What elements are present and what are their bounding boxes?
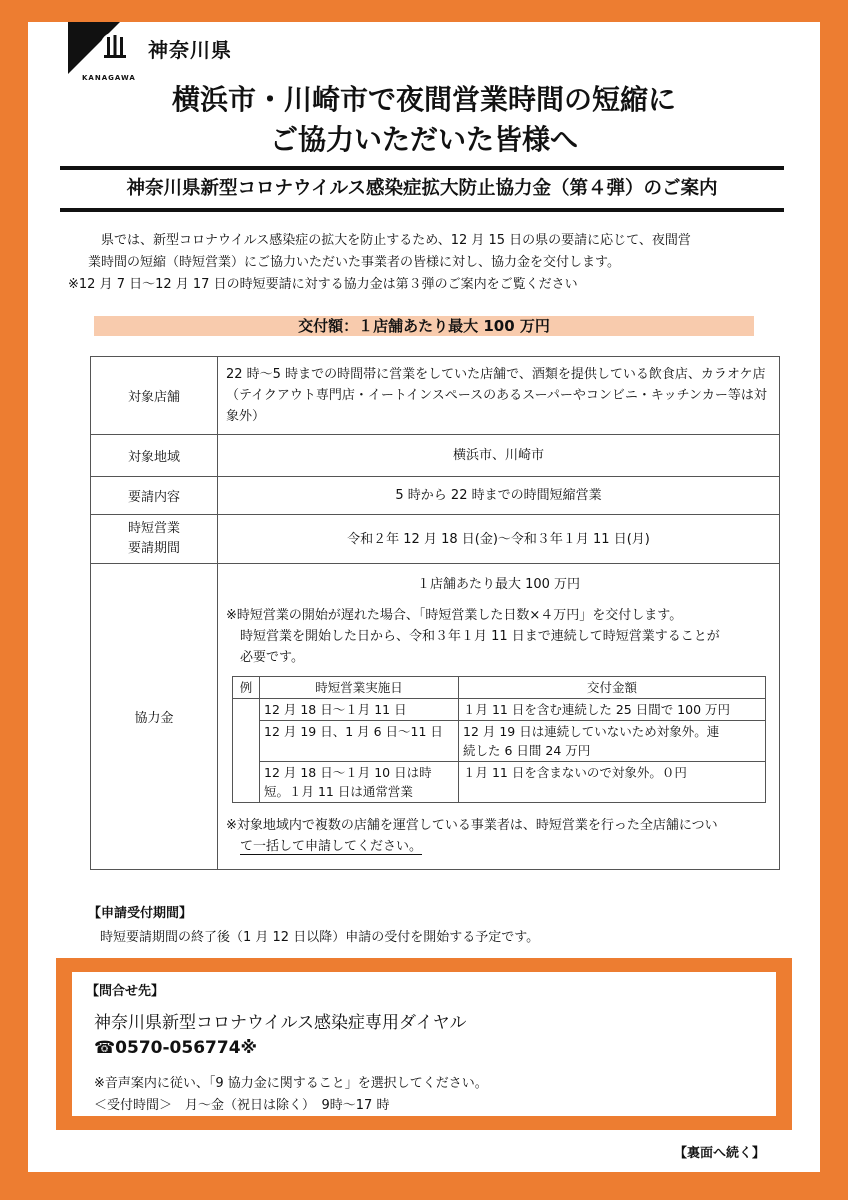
row-label: 対象店舗 (91, 357, 218, 435)
example-amount (459, 721, 766, 762)
example-row (233, 721, 766, 762)
row-value (218, 564, 780, 870)
inquiry-name: 神奈川県新型コロナウイルス感染症専用ダイヤル (94, 1013, 467, 1033)
info-table (90, 356, 780, 870)
table-row (91, 357, 780, 435)
table-row (91, 515, 780, 564)
inquiry-box (56, 958, 792, 1130)
intro-line1: 県では、新型コロナウイルス感染症の拡大を防止するため、12 月 15 日の県の要請に応じて、夜間営 (101, 233, 691, 248)
page-title-line1: 横浜市・川崎市で夜間営業時間の短縮に (171, 83, 676, 116)
kanagawa-emblem-icon (96, 30, 134, 64)
logo-subtext: KANAGAWA (82, 74, 136, 82)
inquiry-hours: ＜受付時間＞ 月～金（祝日は除く） 9時～17 時 (94, 1098, 390, 1113)
example-blank-cell (233, 699, 260, 803)
row-label: 対象地域 (91, 435, 218, 477)
example-date: 12 月 18 日～１月 11 日 (260, 699, 459, 721)
example-row (233, 699, 766, 721)
row-label-line2: 要請期間 (127, 541, 180, 556)
prefecture-logo (68, 22, 232, 82)
row-value: 22 時～5 時までの時間帯に営業をしていた店舗で、酒類を提供している飲食店、カラオケ店（テイクアウト専門店・イートインスペースのあるスーパーやコンビニ・キッチンカー等は対象外） (218, 357, 780, 435)
late-start-note-line1: ※時短営業の開始が遅れた場合、「時短営業した日数×４万円」を交付します。 (226, 608, 683, 623)
amount-band: 交付額：１店舗あたり最大 100 万円 (94, 316, 754, 336)
example-date: 12 月 19 日、1 月 6 日～11 日 (260, 721, 459, 762)
row-value: 5 時から 22 時までの時間短縮営業 (218, 477, 780, 515)
example-date (260, 762, 459, 803)
inquiry-note: ※音声案内に従い、「9 協力金に関すること」を選択してください。 (94, 1076, 488, 1091)
example-date-line1: 12 月 18 日～１月 10 日は時 (264, 765, 432, 780)
apply-period-text: 時短要請期間の終了後（1 月 12 日以降）申請の受付を開始する予定です。 (100, 930, 540, 945)
example-amount-line1: 12 月 19 日は連続していないため対象外。連 (463, 724, 720, 739)
late-start-note-line2: 時短営業を開始した日から、令和３年１月 11 日まで連続して時短営業することが (240, 629, 720, 644)
table-row (91, 477, 780, 515)
inquiry-box-inner (72, 972, 776, 1116)
example-amount-line2: 続した 6 日間 24 万円 (463, 743, 591, 758)
example-header-row (233, 677, 766, 699)
row-label-line1: 時短営業 (127, 521, 180, 536)
row-value: 横浜市、川崎市 (218, 435, 780, 477)
max-amount: １店舗あたり最大 100 万円 (416, 577, 581, 592)
multi-store-note-line1: ※対象地域内で複数の店舗を運営している事業者は、時短営業を行った全店舗につい (226, 818, 718, 833)
example-header-cell: 例 (233, 677, 260, 699)
subtitle: 神奈川県新型コロナウイルス感染症拡大防止協力金（第４弾）のご案内 (126, 178, 718, 199)
example-date-line2: 短。１月 11 日は通常営業 (264, 784, 413, 799)
continued-label: 【裏面へ続く】 (674, 1146, 766, 1161)
logo-text: 神奈川県 (148, 38, 232, 62)
example-row (233, 762, 766, 803)
multi-store-note-line2 (226, 836, 771, 857)
example-amount: １月 11 日を含まないので対象外。０円 (459, 762, 766, 803)
table-row (91, 435, 780, 477)
late-start-note-line3: 必要です。 (240, 650, 304, 665)
intro-line3: ※12 月 7 日～12 月 17 日の時短要請に対する協力金は第３弾のご案内をご覧ください (68, 277, 578, 292)
title-rule-top (60, 166, 784, 170)
flyer-page (28, 22, 820, 1172)
example-table (232, 676, 766, 803)
multi-store-note-underlined: て一括して申請してください。 (240, 839, 423, 854)
apply-period-heading: 【申請受付期間】 (88, 906, 193, 921)
row-label (91, 515, 218, 564)
example-header-cell: 交付金額 (459, 677, 766, 699)
row-label: 要請内容 (91, 477, 218, 515)
intro-line2: 業時間の短縮（時短営業）にご協力いただいた事業者の皆様に対し、協力金を交付します。 (88, 255, 620, 270)
page-title-line2: ご協力いただいた皆様へ (269, 123, 578, 156)
example-amount: １月 11 日を含む連続した 25 日間で 100 万円 (459, 699, 766, 721)
inquiry-heading: 【問合せ先】 (86, 984, 165, 999)
inquiry-phone[interactable]: ☎0570-056774※ (94, 1038, 258, 1058)
table-row (91, 564, 780, 870)
example-header-cell: 時短営業実施日 (260, 677, 459, 699)
row-value: 令和２年 12 月 18 日(金)～令和３年１月 11 日(月) (218, 515, 780, 564)
title-rule-bottom (60, 208, 784, 212)
row-label: 協力金 (91, 564, 218, 870)
